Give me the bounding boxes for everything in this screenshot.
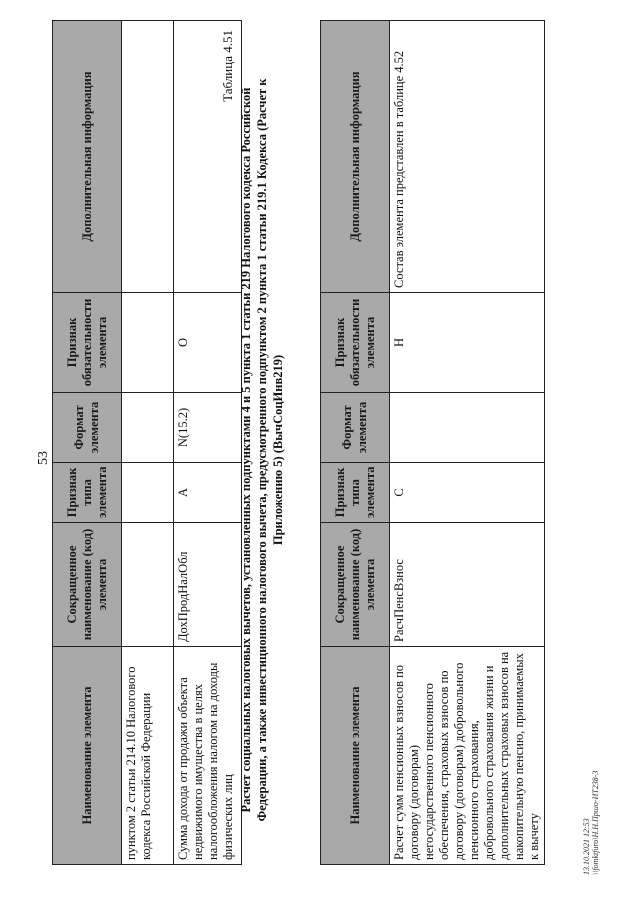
cell-info: Состав элемента представлен в таблице 4.52: [390, 21, 545, 293]
print-stamp: [582, 771, 600, 875]
cell-code: [122, 523, 174, 647]
print-stamp-path: \\fomktfuro\H.H.Пршо-ИТ238-3: [591, 770, 600, 875]
cell-required: О: [174, 293, 242, 393]
table-row: [390, 21, 545, 865]
cell-type: [122, 463, 174, 523]
column-header-format: Формат элемента: [321, 393, 390, 463]
cell-name: Сумма дохода от продажи объекта недвижимого имущества в целях налогообложения налогом на доходы физических лиц: [174, 647, 242, 865]
column-header-code: Сокращенное наименование (код) элемента: [53, 523, 122, 647]
cell-required: Н: [390, 293, 545, 393]
cell-format: [122, 393, 174, 463]
social-deductions-table: [320, 20, 545, 865]
column-header-name: Наименование элемента: [53, 647, 122, 865]
column-header-name: Наименование элемента: [321, 647, 390, 865]
cell-name: Расчет сумм пенсионных взносов по договору (договорам) негосударственного пенсионного обеспечения, страховых взносов по договору (договорам) добровольного пенсионного страхования, добровольного страхования жизни и дополнительных страховых взносов на накопительную пенсию, принимаемых к вычету: [390, 647, 545, 865]
column-header-format: Формат элемента: [53, 393, 122, 463]
column-header-type: Признак типа элемента: [53, 463, 122, 523]
page-number: 53: [36, 451, 51, 465]
table-header-row: [321, 21, 390, 865]
table-header-row: [53, 21, 122, 865]
elements-table-continued: [52, 20, 242, 865]
column-header-type: Признак типа элемента: [321, 463, 390, 523]
table-caption: Расчет социальных налоговых вычетов, установленных подпунктами 4 и 5 пункта 1 статьи 219 Налогового кодекса Российской Федерации, а также инвестиционного налогового вычета, предусмотренного подпунктом 2 пункта 1 статьи 219.1 Кодекса (Расчет к Приложению 5) (ВычСоцИнв219): [239, 78, 285, 822]
cell-name: пунктом 2 статьи 214.10 Налогового кодекса Российской Федерации: [122, 647, 174, 865]
column-header-info: Дополнительная информация: [321, 21, 390, 293]
column-header-info: Дополнительная информация: [53, 21, 122, 293]
cell-code: РасчПенсВзнос: [390, 523, 545, 647]
print-stamp-date: 13.10.2021 12:53: [582, 818, 591, 875]
column-header-required: Признак обязательности элемента: [321, 293, 390, 393]
cell-format: [390, 393, 545, 463]
column-header-code: Сокращенное наименование (код) элемента: [321, 523, 390, 647]
column-header-required: Признак обязательности элемента: [53, 293, 122, 393]
cell-info: [122, 21, 174, 293]
cell-type: А: [174, 463, 242, 523]
table-label: Таблица 4.51: [220, 30, 235, 102]
cell-type: С: [390, 463, 545, 523]
cell-required: [122, 293, 174, 393]
table-row: [174, 21, 242, 865]
cell-code: ДохПродНалОбл: [174, 523, 242, 647]
cell-format: N(15.2): [174, 393, 242, 463]
table-row: [122, 21, 174, 865]
